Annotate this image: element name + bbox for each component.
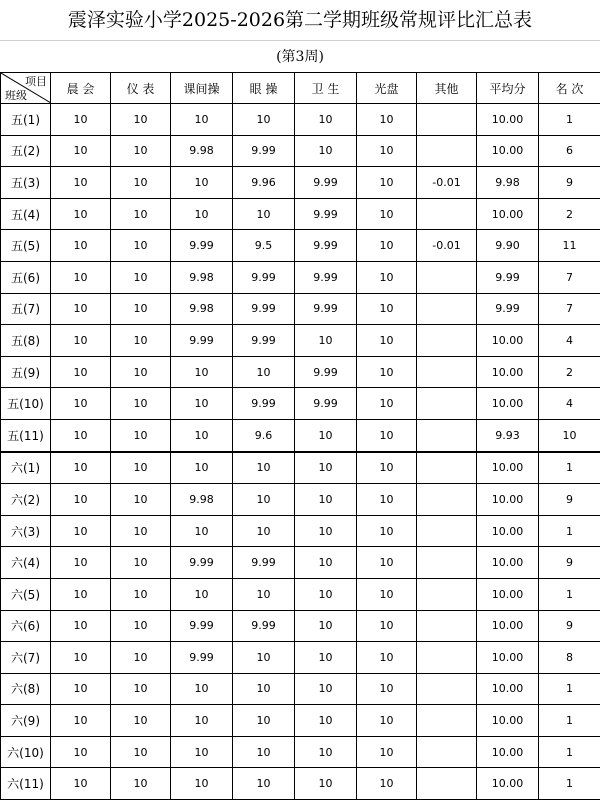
score-cell: 9.99 xyxy=(233,325,295,357)
table-row xyxy=(1,230,600,262)
score-cell xyxy=(417,484,477,516)
score-cell: 10 xyxy=(171,673,233,705)
corner-label-item: 项目 xyxy=(25,75,47,88)
score-cell: 9.99 xyxy=(477,293,539,325)
column-header: 平均分 xyxy=(477,73,539,104)
score-cell: 10 xyxy=(233,673,295,705)
score-cell xyxy=(417,515,477,547)
week-subtitle: (第3周) xyxy=(0,40,600,73)
score-cell: 10 xyxy=(357,261,417,293)
score-cell: 10 xyxy=(51,452,111,484)
score-cell: 9 xyxy=(539,547,600,579)
table-row xyxy=(1,673,600,705)
score-cell: 10 xyxy=(51,135,111,167)
score-cell: 9.98 xyxy=(171,293,233,325)
header-row xyxy=(1,73,600,104)
score-cell: 10 xyxy=(111,547,171,579)
score-cell: 10 xyxy=(357,388,417,420)
score-cell: 10 xyxy=(295,452,357,484)
score-cell: 10 xyxy=(357,484,417,516)
score-cell: 10 xyxy=(357,642,417,674)
score-cell: 10 xyxy=(51,104,111,136)
score-cell: 10 xyxy=(295,547,357,579)
table-row xyxy=(1,768,600,800)
score-cell: 10.00 xyxy=(477,515,539,547)
score-cell: 10 xyxy=(233,642,295,674)
score-cell: 10 xyxy=(171,736,233,768)
score-cell: 10 xyxy=(295,135,357,167)
score-cell xyxy=(417,610,477,642)
score-cell: 9.99 xyxy=(295,388,357,420)
score-cell xyxy=(417,705,477,737)
corner-label-class: 班级 xyxy=(5,89,27,102)
class-name-cell: 五(10) xyxy=(1,388,51,420)
score-cell: 10.00 xyxy=(477,642,539,674)
score-cell: 10 xyxy=(357,135,417,167)
table-row xyxy=(1,705,600,737)
score-cell: 10.00 xyxy=(477,705,539,737)
class-name-cell: 五(7) xyxy=(1,293,51,325)
score-cell: 10 xyxy=(357,547,417,579)
class-name-cell: 五(9) xyxy=(1,356,51,388)
score-cell: -0.01 xyxy=(417,230,477,262)
column-header: 卫 生 xyxy=(295,73,357,104)
score-cell: 10 xyxy=(171,167,233,199)
score-cell xyxy=(417,642,477,674)
table-row xyxy=(1,388,600,420)
score-cell: 10 xyxy=(357,230,417,262)
score-cell xyxy=(417,388,477,420)
score-cell: 9.99 xyxy=(233,610,295,642)
score-cell: 10 xyxy=(51,610,111,642)
table-row xyxy=(1,325,600,357)
class-name-cell: 六(4) xyxy=(1,547,51,579)
score-cell: 10 xyxy=(233,578,295,610)
score-cell: 9.99 xyxy=(295,230,357,262)
score-cell: 9.99 xyxy=(295,261,357,293)
score-cell: 1 xyxy=(539,768,600,800)
page-title: 震泽实验小学2025-2026第二学期班级常规评比汇总表 xyxy=(67,9,533,31)
score-cell: 10 xyxy=(295,768,357,800)
table-body xyxy=(1,104,600,800)
table-row xyxy=(1,515,600,547)
class-name-cell: 六(2) xyxy=(1,484,51,516)
score-cell: 1 xyxy=(539,578,600,610)
score-cell: 9.99 xyxy=(233,135,295,167)
score-cell: 9.99 xyxy=(295,167,357,199)
score-cell: 10 xyxy=(51,547,111,579)
score-cell: 9.5 xyxy=(233,230,295,262)
class-name-cell: 五(1) xyxy=(1,104,51,136)
score-cell: 10 xyxy=(295,515,357,547)
score-cell: 10 xyxy=(295,104,357,136)
score-cell: 10.00 xyxy=(477,452,539,484)
score-cell: 10 xyxy=(111,515,171,547)
score-cell: 10 xyxy=(111,578,171,610)
table-row xyxy=(1,135,600,167)
table-row xyxy=(1,578,600,610)
class-name-cell: 五(5) xyxy=(1,230,51,262)
score-cell: 9.99 xyxy=(477,261,539,293)
score-cell: 10 xyxy=(171,388,233,420)
score-cell xyxy=(417,736,477,768)
score-cell: 10 xyxy=(233,452,295,484)
column-header: 课间操 xyxy=(171,73,233,104)
score-cell: 10 xyxy=(295,642,357,674)
score-cell: 1 xyxy=(539,452,600,484)
class-name-cell: 六(1) xyxy=(1,452,51,484)
table-row xyxy=(1,547,600,579)
score-cell: 1 xyxy=(539,705,600,737)
score-cell: 10 xyxy=(111,452,171,484)
score-cell: 10 xyxy=(51,642,111,674)
score-cell xyxy=(417,104,477,136)
score-cell: 10 xyxy=(357,768,417,800)
score-cell: 9.99 xyxy=(295,198,357,230)
score-cell: 10.00 xyxy=(477,547,539,579)
score-cell: 10.00 xyxy=(477,104,539,136)
class-name-cell: 六(8) xyxy=(1,673,51,705)
score-cell: 10 xyxy=(357,198,417,230)
score-cell: 10 xyxy=(111,167,171,199)
score-cell: 9.99 xyxy=(171,642,233,674)
score-cell: 10 xyxy=(233,198,295,230)
score-cell: 10 xyxy=(233,768,295,800)
score-cell: 7 xyxy=(539,293,600,325)
column-header: 光盘 xyxy=(357,73,417,104)
table-row xyxy=(1,167,600,199)
score-cell: 10.00 xyxy=(477,578,539,610)
score-cell: 10 xyxy=(111,230,171,262)
score-cell: 2 xyxy=(539,356,600,388)
score-cell: 10 xyxy=(171,452,233,484)
score-cell: 10 xyxy=(295,705,357,737)
score-cell: 9.99 xyxy=(233,388,295,420)
score-cell xyxy=(417,261,477,293)
score-cell: 10 xyxy=(51,705,111,737)
score-cell: 10 xyxy=(51,167,111,199)
score-cell: 10 xyxy=(357,293,417,325)
table-row xyxy=(1,261,600,293)
column-header: 其他 xyxy=(417,73,477,104)
score-cell: 10 xyxy=(51,484,111,516)
score-cell: 10 xyxy=(357,578,417,610)
score-cell: 10 xyxy=(171,768,233,800)
class-name-cell: 六(9) xyxy=(1,705,51,737)
score-cell: 9.99 xyxy=(171,230,233,262)
score-cell: 10 xyxy=(357,673,417,705)
score-table xyxy=(0,72,600,800)
score-cell: 9.93 xyxy=(477,419,539,451)
score-cell: 10 xyxy=(111,768,171,800)
class-name-cell: 五(2) xyxy=(1,135,51,167)
score-cell: 9 xyxy=(539,167,600,199)
class-name-cell: 六(11) xyxy=(1,768,51,800)
class-name-cell: 五(3) xyxy=(1,167,51,199)
column-header: 名 次 xyxy=(539,73,600,104)
score-cell: 2 xyxy=(539,198,600,230)
score-cell: 10 xyxy=(51,293,111,325)
column-header: 眼 操 xyxy=(233,73,295,104)
class-name-cell: 六(5) xyxy=(1,578,51,610)
score-cell: 10.00 xyxy=(477,135,539,167)
score-cell xyxy=(417,452,477,484)
column-header: 晨 会 xyxy=(51,73,111,104)
score-cell: 10.00 xyxy=(477,736,539,768)
score-cell: 10.00 xyxy=(477,673,539,705)
table-row xyxy=(1,610,600,642)
class-name-cell: 五(11) xyxy=(1,419,51,451)
score-cell: 9.99 xyxy=(295,356,357,388)
score-cell: 10 xyxy=(295,419,357,451)
score-cell: 10 xyxy=(295,325,357,357)
score-cell: 10 xyxy=(357,104,417,136)
score-cell: 4 xyxy=(539,325,600,357)
score-cell xyxy=(417,547,477,579)
score-cell: 9.98 xyxy=(171,484,233,516)
score-cell: 10 xyxy=(233,515,295,547)
score-cell: 10.00 xyxy=(477,198,539,230)
score-cell: 10 xyxy=(111,104,171,136)
class-name-cell: 五(4) xyxy=(1,198,51,230)
class-name-cell: 六(10) xyxy=(1,736,51,768)
score-cell: 10 xyxy=(233,356,295,388)
score-cell: 11 xyxy=(539,230,600,262)
score-cell: 9.6 xyxy=(233,419,295,451)
score-cell: 10 xyxy=(51,325,111,357)
score-cell: 9.99 xyxy=(171,325,233,357)
score-cell: 10 xyxy=(171,356,233,388)
score-cell: 10 xyxy=(111,642,171,674)
class-name-cell: 五(8) xyxy=(1,325,51,357)
table-row xyxy=(1,293,600,325)
score-cell: 10 xyxy=(51,356,111,388)
score-cell: 4 xyxy=(539,388,600,420)
score-cell: 10 xyxy=(171,705,233,737)
class-name-cell: 六(6) xyxy=(1,610,51,642)
score-cell: 1 xyxy=(539,515,600,547)
score-cell: 10.00 xyxy=(477,356,539,388)
score-cell: 9.90 xyxy=(477,230,539,262)
score-cell: 10.00 xyxy=(477,325,539,357)
score-cell xyxy=(417,325,477,357)
table-row xyxy=(1,104,600,136)
score-cell: -0.01 xyxy=(417,167,477,199)
score-cell: 9.99 xyxy=(233,547,295,579)
score-cell: 10 xyxy=(171,198,233,230)
score-cell: 10 xyxy=(111,261,171,293)
table-row xyxy=(1,419,600,451)
score-cell: 10 xyxy=(111,293,171,325)
score-cell: 10 xyxy=(51,261,111,293)
score-cell: 1 xyxy=(539,104,600,136)
score-cell: 10 xyxy=(295,484,357,516)
score-cell: 10.00 xyxy=(477,388,539,420)
score-cell: 10 xyxy=(233,484,295,516)
table-row xyxy=(1,642,600,674)
score-cell: 7 xyxy=(539,261,600,293)
score-cell: 10 xyxy=(51,198,111,230)
score-cell: 10 xyxy=(111,325,171,357)
score-cell xyxy=(417,673,477,705)
score-cell: 10 xyxy=(51,230,111,262)
score-cell: 9.99 xyxy=(295,293,357,325)
score-cell: 10 xyxy=(233,104,295,136)
score-cell: 10 xyxy=(111,484,171,516)
score-cell xyxy=(417,768,477,800)
class-name-cell: 五(6) xyxy=(1,261,51,293)
score-cell: 10 xyxy=(171,419,233,451)
score-cell: 10 xyxy=(357,419,417,451)
score-cell: 10 xyxy=(357,356,417,388)
score-cell: 8 xyxy=(539,642,600,674)
score-cell: 9.99 xyxy=(171,547,233,579)
score-cell: 1 xyxy=(539,673,600,705)
score-cell: 1 xyxy=(539,736,600,768)
score-cell xyxy=(417,198,477,230)
score-cell xyxy=(417,356,477,388)
score-cell: 10 xyxy=(539,419,600,451)
score-cell: 9 xyxy=(539,484,600,516)
score-cell: 10 xyxy=(111,356,171,388)
score-cell: 10 xyxy=(111,673,171,705)
score-cell: 10 xyxy=(357,325,417,357)
table-row xyxy=(1,452,600,484)
score-cell: 10 xyxy=(51,578,111,610)
score-cell: 10 xyxy=(357,736,417,768)
score-cell: 9.99 xyxy=(233,293,295,325)
score-cell: 10.00 xyxy=(477,484,539,516)
score-cell: 10 xyxy=(171,515,233,547)
score-cell: 10 xyxy=(295,673,357,705)
score-cell xyxy=(417,419,477,451)
score-cell: 10 xyxy=(171,578,233,610)
score-cell: 10 xyxy=(111,388,171,420)
table-row xyxy=(1,356,600,388)
table-row xyxy=(1,198,600,230)
score-cell: 10 xyxy=(51,419,111,451)
score-cell: 10 xyxy=(111,198,171,230)
score-cell: 9.99 xyxy=(171,610,233,642)
score-cell: 9.96 xyxy=(233,167,295,199)
score-cell: 10 xyxy=(111,419,171,451)
score-cell xyxy=(417,293,477,325)
class-name-cell: 六(3) xyxy=(1,515,51,547)
score-cell: 10 xyxy=(357,610,417,642)
score-cell: 10 xyxy=(233,705,295,737)
score-cell: 10 xyxy=(295,736,357,768)
score-cell: 9.98 xyxy=(477,167,539,199)
score-cell: 10 xyxy=(357,167,417,199)
score-cell: 10 xyxy=(51,515,111,547)
score-cell: 10 xyxy=(51,673,111,705)
table-row xyxy=(1,484,600,516)
score-cell: 10.00 xyxy=(477,610,539,642)
column-header: 仪 表 xyxy=(111,73,171,104)
score-cell: 6 xyxy=(539,135,600,167)
score-cell: 10 xyxy=(357,452,417,484)
score-cell: 10 xyxy=(51,388,111,420)
score-cell: 10 xyxy=(295,578,357,610)
score-cell xyxy=(417,135,477,167)
score-cell: 10 xyxy=(51,736,111,768)
score-cell: 10 xyxy=(357,515,417,547)
score-cell: 10 xyxy=(171,104,233,136)
score-cell: 10 xyxy=(111,736,171,768)
table-row xyxy=(1,736,600,768)
score-cell: 9.98 xyxy=(171,261,233,293)
score-cell xyxy=(417,578,477,610)
score-cell: 10 xyxy=(295,610,357,642)
score-cell: 10.00 xyxy=(477,768,539,800)
score-cell: 10 xyxy=(357,705,417,737)
score-cell: 10 xyxy=(111,135,171,167)
score-cell: 9 xyxy=(539,610,600,642)
score-cell: 9.99 xyxy=(233,261,295,293)
score-cell: 10 xyxy=(51,768,111,800)
score-cell: 10 xyxy=(111,610,171,642)
score-cell: 10 xyxy=(111,705,171,737)
class-name-cell: 六(7) xyxy=(1,642,51,674)
score-cell: 9.98 xyxy=(171,135,233,167)
corner-header-cell xyxy=(1,73,51,104)
score-cell: 10 xyxy=(233,736,295,768)
